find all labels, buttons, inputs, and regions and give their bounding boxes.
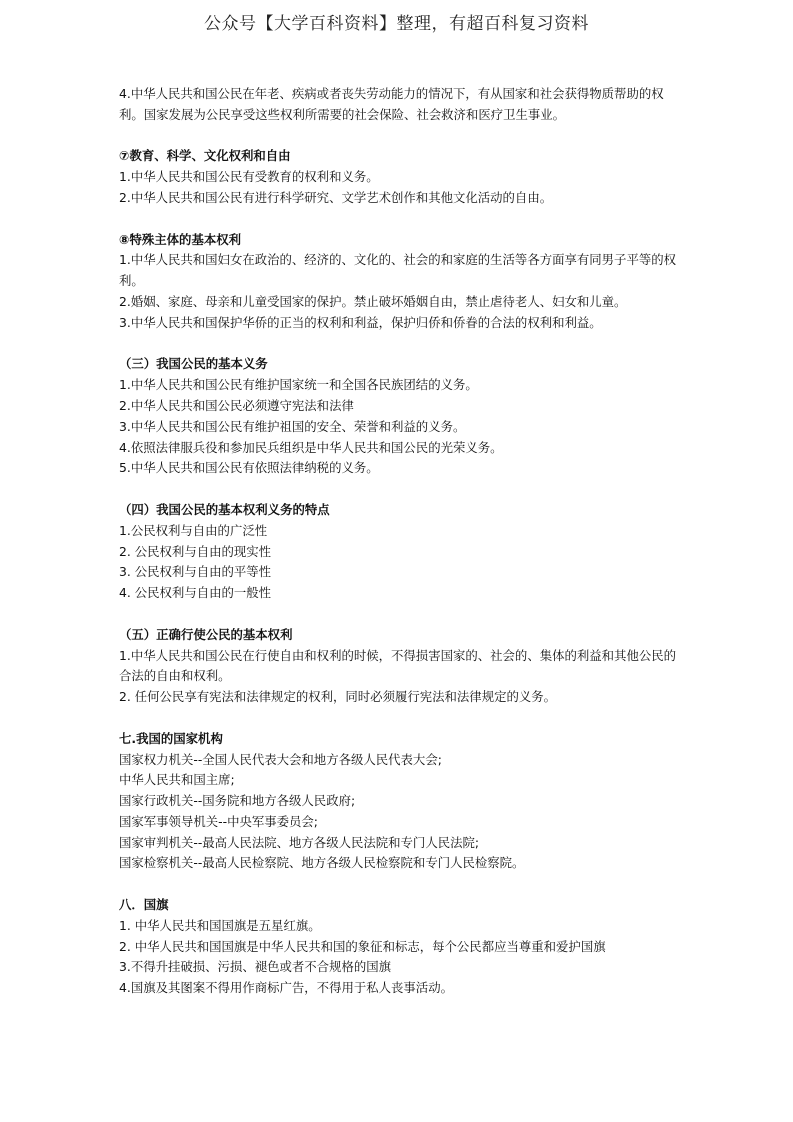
list-item: 4. 公民权利与自由的一般性 <box>119 585 272 601</box>
list-item: 3.中华人民共和国公民有维护祖国的安全、荣誉和利益的义务。 <box>119 418 466 434</box>
list-item: 1.中华人民共和国公民有受教育的权利和义务。 <box>119 169 379 185</box>
list-item: 中华人民共和国主席; <box>119 772 235 788</box>
list-item: 2. 中华人民共和国国旗是中华人民共和国的象征和标志，每个公民都应当尊重和爱护国旗 <box>119 938 606 954</box>
list-item: 2. 公民权利与自由的现实性 <box>119 543 272 559</box>
section-basic-duties <box>119 354 685 479</box>
section-special-subjects <box>119 230 685 334</box>
list-item: 2. 任何公民享有宪法和法律规定的权利，同时必须履行宪法和法律规定的义务。 <box>119 689 557 705</box>
section-rights-features <box>119 500 685 604</box>
list-item: 国家审判机关--最高人民法院、地方各级人民法院和专门人民法院; <box>119 834 480 850</box>
list-item: 5.中华人民共和国公民有依照法律纳税的义务。 <box>119 460 379 476</box>
list-item: 1.中华人民共和国公民有维护国家统一和全国各民族团结的义务。 <box>119 377 478 393</box>
section-exercise-rights <box>119 625 685 708</box>
list-item: 国家军事领导机关--中央军事委员会; <box>119 813 318 829</box>
section-heading: 七.我国的国家机构 <box>119 730 223 746</box>
list-item: 3.中华人民共和国保护华侨的正当的权利和利益，保护归侨和侨眷的合法的权利和利益。 <box>119 314 602 330</box>
list-item: 1.公民权利与自由的广泛性 <box>119 522 268 538</box>
section-heading: ⑧特殊主体的基本权利 <box>119 231 242 247</box>
list-item: 国家行政机关--国务院和地方各级人民政府; <box>119 793 356 809</box>
list-item: 2.婚姻、家庭、母亲和儿童受国家的保护。禁止破坏婚姻自由，禁止虐待老人、妇女和儿童。 <box>119 293 627 309</box>
list-item: 1.中华人民共和国妇女在政治的、经济的、文化的、社会的和家庭的生活等各方面享有同男子平等的权利。 <box>119 252 677 289</box>
list-item: 1.中华人民共和国公民在行使自由和权利的时候，不得损害国家的、社会的、集体的利益和其他公民的合法的自由和权利。 <box>119 647 677 684</box>
list-item: 4.依照法律服兵役和参加民兵组织是中华人民共和国公民的光荣义务。 <box>119 439 503 455</box>
list-item: 国家权力机关--全国人民代表大会和地方各级人民代表大会; <box>119 751 442 767</box>
section-heading: （五）正确行使公民的基本权利 <box>119 626 293 642</box>
section-heading: （三）我国公民的基本义务 <box>119 356 268 372</box>
section-state-organs <box>119 729 685 875</box>
paragraph: 4.中华人民共和国公民在年老、疾病或者丧失劳动能力的情况下，有从国家和社会获得物质帮助的权利。国家发展为公民享受这些权利所需要的社会保险、社会救济和医疗卫生事业。 <box>119 86 664 122</box>
list-item: 3.不得升挂破损、污损、褪色或者不合规格的国旗 <box>119 959 392 975</box>
page-header: 公众号【大学百科资料】整理，有超百科复习资料 <box>204 14 589 34</box>
section-education-rights <box>119 146 685 208</box>
list-item: 国家检察机关--最高人民检察院、地方各级人民检察院和专门人民检察院。 <box>119 855 525 871</box>
section-heading: （四）我国公民的基本权利义务的特点 <box>119 501 330 517</box>
list-item: 2.中华人民共和国公民有进行科学研究、文学艺术创作和其他文化活动的自由。 <box>119 189 553 205</box>
document-body <box>119 84 685 1020</box>
section-material-assistance <box>119 84 685 126</box>
list-item: 3. 公民权利与自由的平等性 <box>119 564 272 580</box>
list-item: 4.国旗及其图案不得用作商标广告，不得用于私人丧事活动。 <box>119 980 453 996</box>
section-national-flag <box>119 895 685 999</box>
section-heading: ⑦教育、科学、文化权利和自由 <box>119 148 291 164</box>
list-item: 1. 中华人民共和国国旗是五星红旗。 <box>119 917 321 933</box>
section-heading: 八．国旗 <box>119 897 169 913</box>
list-item: 2.中华人民共和国公民必须遵守宪法和法律 <box>119 397 354 413</box>
